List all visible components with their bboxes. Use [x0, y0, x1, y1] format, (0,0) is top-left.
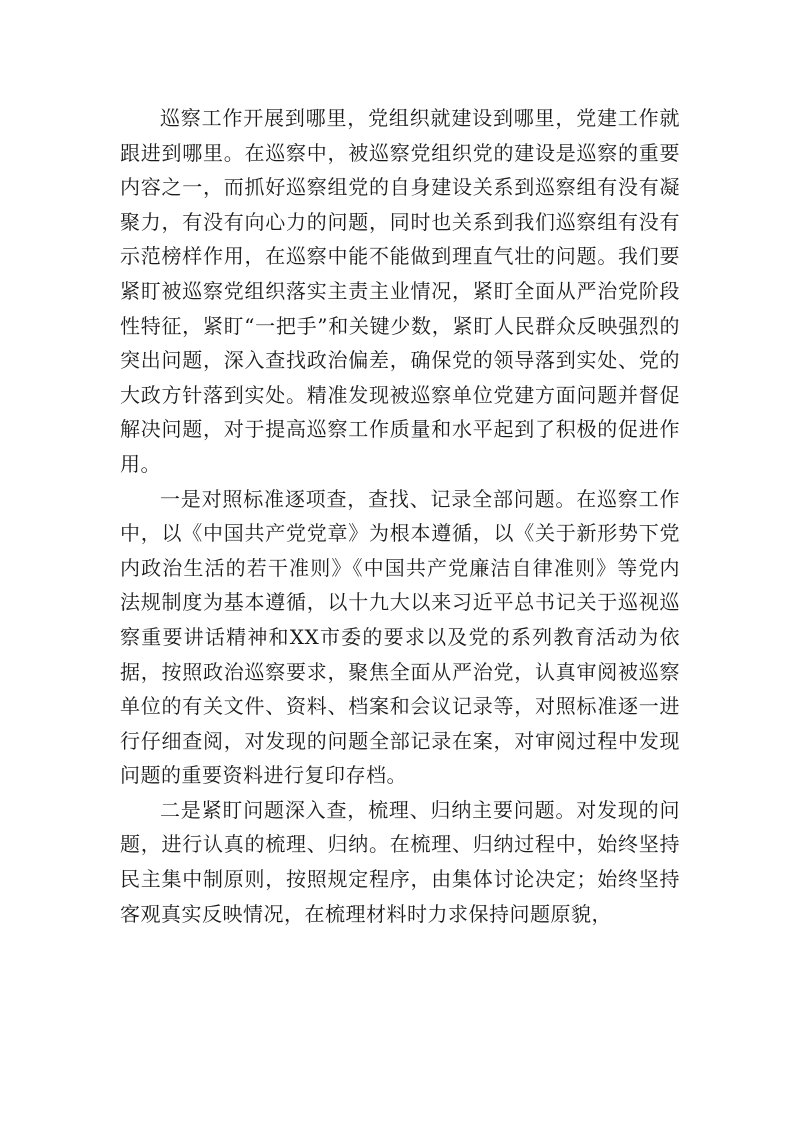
paragraph-intro: 巡察工作开展到哪里，党组织就建设到哪里，党建工作就跟进到哪里。在巡察中，被巡察党组织党的建设是巡察的重要内容之一，而抓好巡察组党的自身建设关系到巡察组有没有凝聚力，有没有向心力的问题，同时也关系到我们巡察组有没有示范榜样作用，在巡察中能不能做到理直气壮的问题。我们要紧盯被巡察党组织落实主责主业情况，紧盯全面从严治党阶段性特征，紧盯“一把手”和关键少数，紧盯人民群众反映强烈的突出问题，深入查找政治偏差，确保党的领导落到实处、党的大政方针落到实处。精准发现被巡察单位党建方面问题并督促解决问题，对于提高巡察工作质量和水平起到了积极的促进作用。 [120, 106, 680, 476]
paragraph-point-one: 一是对照标准逐项查，查找、记录全部问题。在巡察工作中，以《中国共产党党章》为根本遵循，以《关于新形势下党内政治生活的若干准则》《中国共产党廉洁自律准则》等党内法规制度为基本遵循，以十九大以来习近平总书记关于巡视巡察重要讲话精神和XX市委的要求以及党的系列教育活动为依据，按照政治巡察要求，聚焦全面从严治党，认真审阅被巡察单位的有关文件、资料、档案和会议记录等，对照标准逐一进行仔细查阅，对发现的问题全部记录在案，对审阅过程中发现问题的重要资料进行复印存档。 [120, 486, 680, 788]
document-body [120, 101, 680, 931]
paragraph-point-two: 二是紧盯问题深入查，梳理、归纳主要问题。对发现的问题，进行认真的梳理、归纳。在梳理、归纳过程中，始终坚持民主集中制原则，按照规定程序，由集体讨论决定；始终坚持客观真实反映情况，在梳理材料时力求保持问题原貌， [120, 797, 680, 926]
